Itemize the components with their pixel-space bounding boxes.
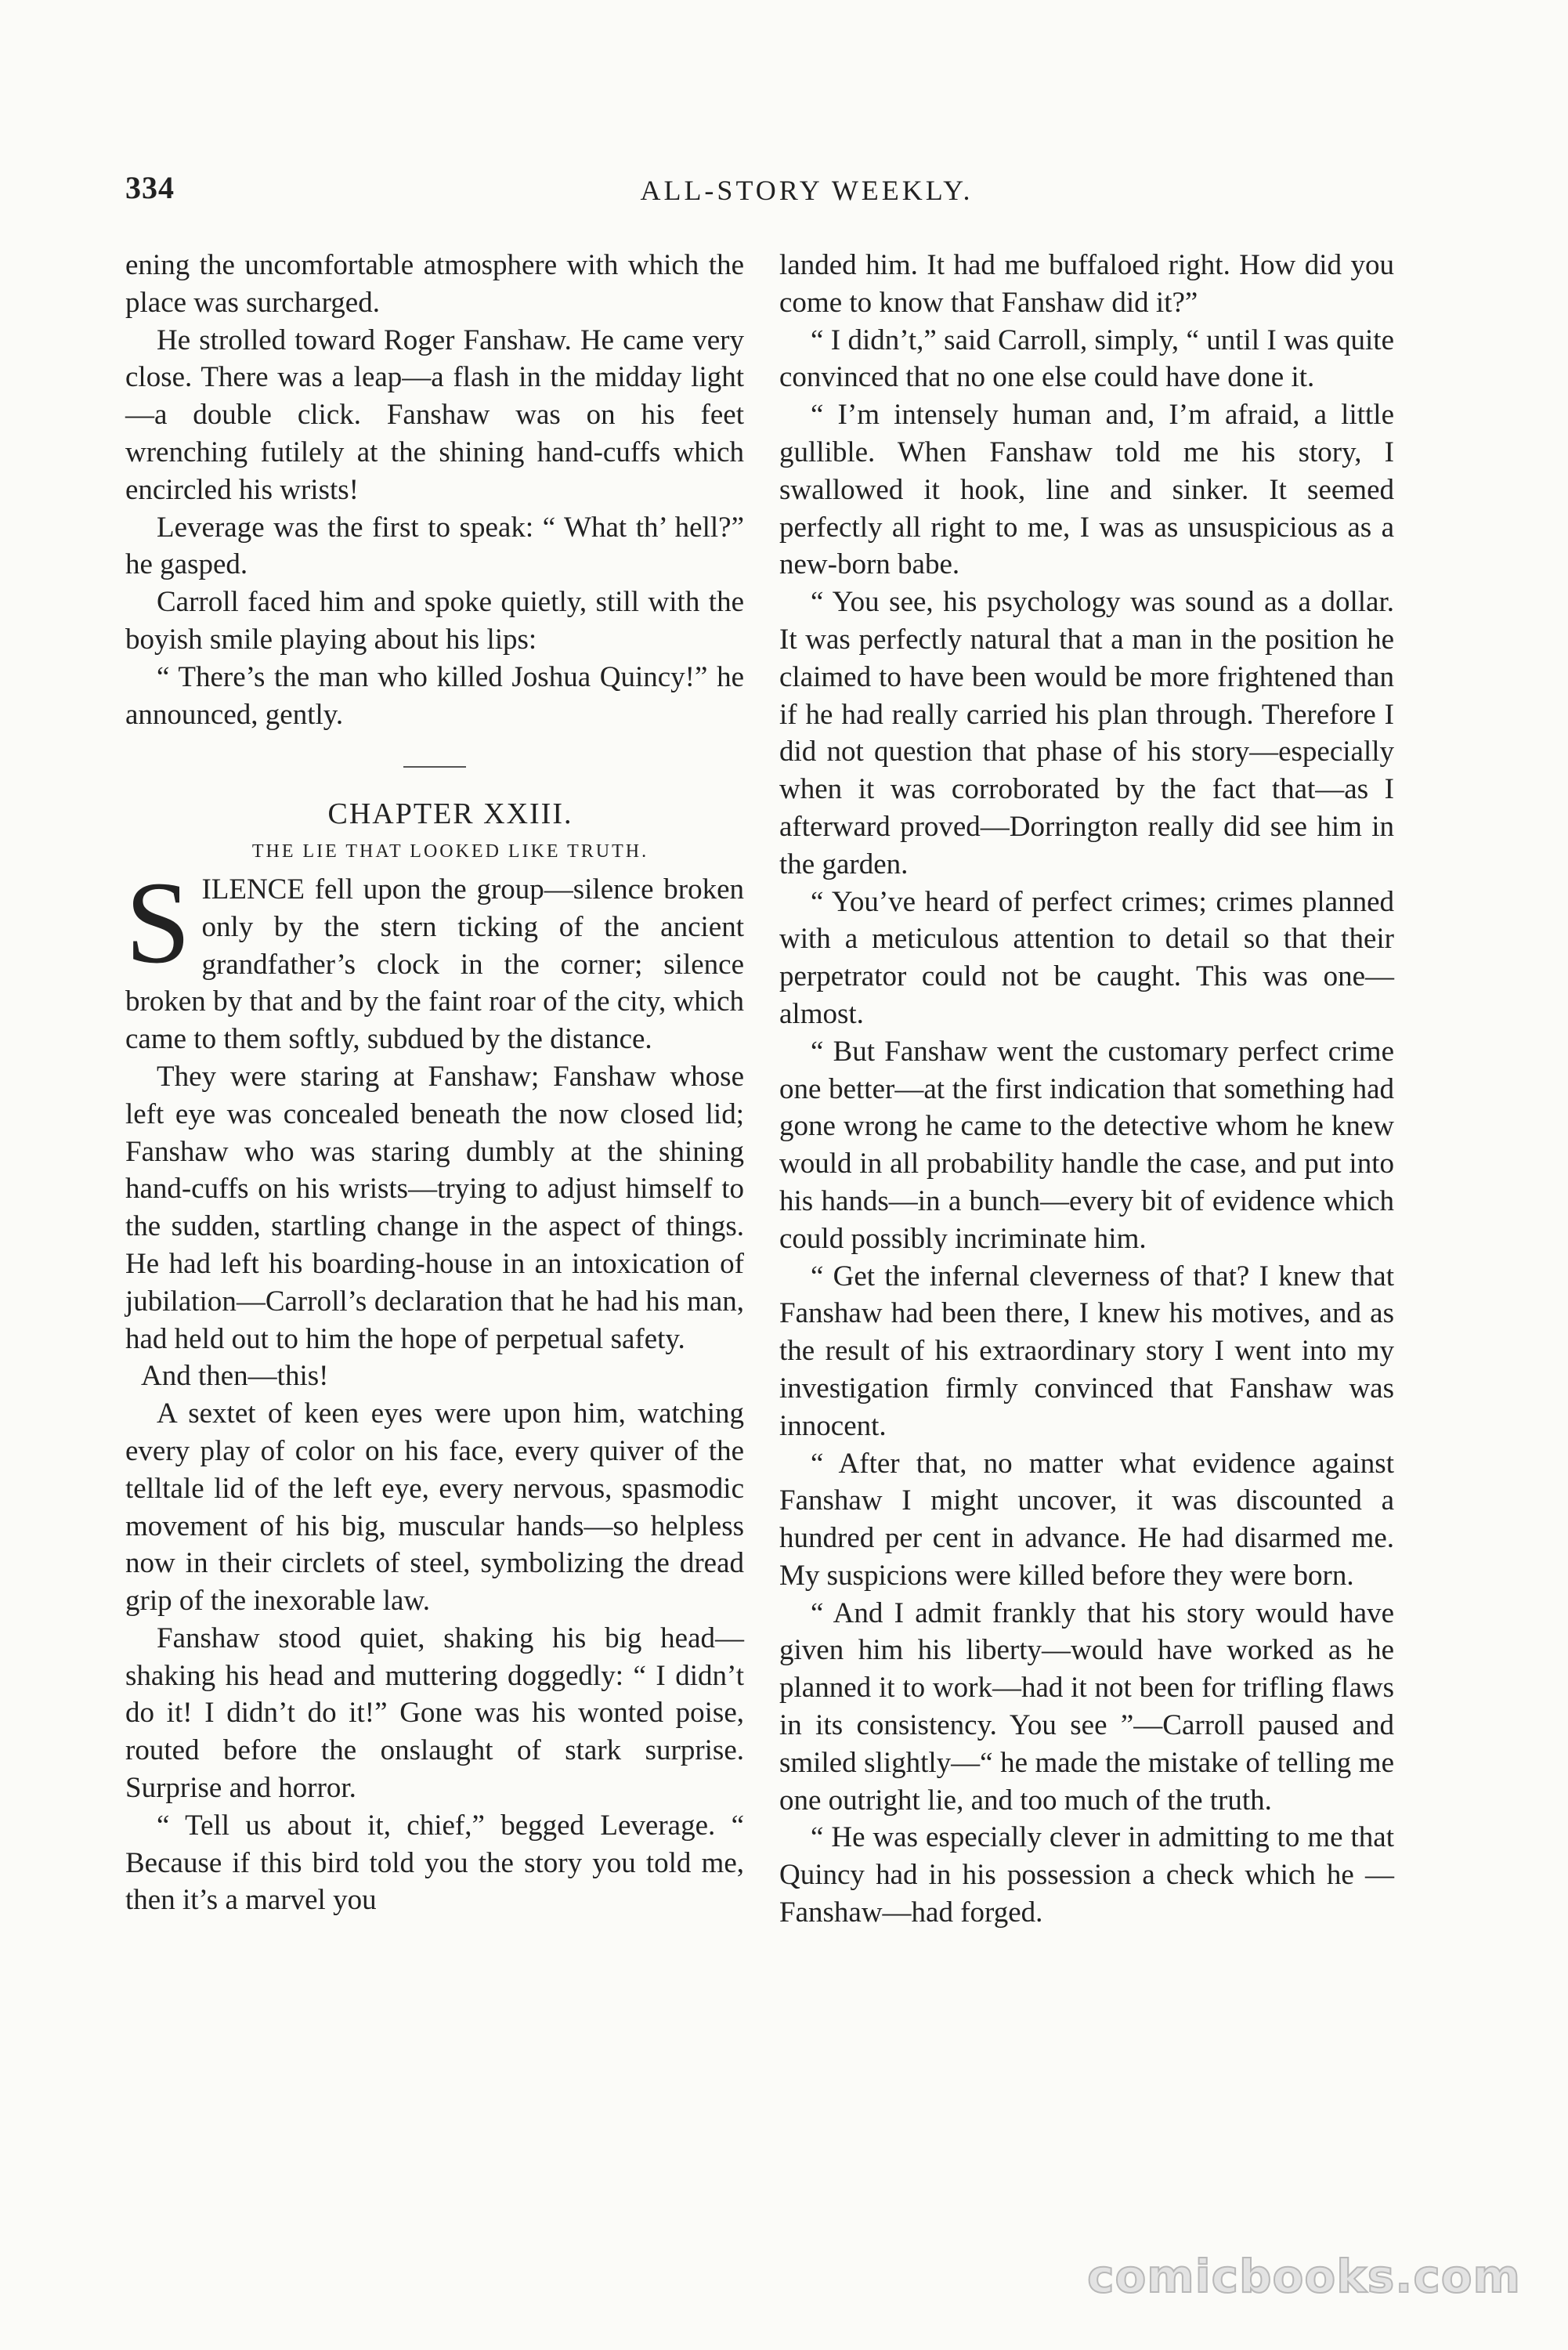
paragraph: Leverage was the first to speak: “ What th’ hell?” he gasped.	[125, 511, 744, 581]
chapter-title: CHAPTER XXIII.	[327, 797, 573, 831]
paragraph: “ But Fanshaw went the customary perfect crime one better—at the first indication that something had gone wrong he came to the detective whom he knew would in all probability handle the case, and put into his hands—in a bunch—every bit of evidence which could possibly incriminate him.	[779, 1035, 1394, 1255]
paragraph: A sextet of keen eyes were upon him, watching every play of color on his face, every quiver of the telltale lid of the left eye, every nervous, spasmodic movement of his big, muscular hands—so helpless now in their circlets of steel, symbolizing the dread grip of the inexorable law.	[125, 1397, 744, 1618]
page-header	[125, 169, 1394, 216]
paragraph: landed him. It had me buffaloed right. How did you come to know that Fanshaw did it?”	[779, 249, 1394, 319]
drop-cap: S	[125, 857, 191, 988]
paragraph: And then—this!	[141, 1360, 329, 1393]
chapter-subtitle: THE LIE THAT LOOKED LIKE TRUTH.	[251, 841, 649, 862]
section-divider	[403, 766, 466, 768]
paragraph: “ There’s the man who killed Joshua Quincy!” he announced, gently.	[125, 660, 744, 731]
paragraph: “ I didn’t,” said Carroll, simply, “ until I was quite convinced that no one else could have done it.	[779, 324, 1394, 394]
paragraph: He strolled toward Roger Fanshaw. He came very close. There was a leap—a flash in the midday light—a double click. Fanshaw was on his feet wrenching futilely at the shining hand-cuffs which encircled his wrists!	[125, 324, 744, 506]
paragraph: “ Tell us about it, chief,” begged Leverage. “ Because if this bird told you the story you told me, then it’s a marvel you	[125, 1809, 744, 1917]
paragraph: “ He was especially clever in admitting to me that Quincy had in his possession a check which he —Fanshaw—had forged.	[779, 1821, 1394, 1929]
page-number: 334	[125, 170, 175, 205]
right-column	[779, 247, 1394, 1932]
paragraph: “ You see, his psychology was sound as a dollar. It was perfectly natural that a man in the position he claimed to have been would be more frightened than if he had really carried his plan through. Therefore I did not question that phase of his story—especially when it was corroborated by the fact that—as I afterward proved—Dorrington really did see him in the garden.	[779, 586, 1394, 880]
paragraph: “ After that, no matter what evidence against Fanshaw I might uncover, it was discounted a hundred per cent in advance. He had disarmed me. My suspicions were killed before they were born.	[779, 1447, 1394, 1592]
paragraph: “ Get the infernal cleverness of that? I knew that Fanshaw had been there, I knew his motives, and as the result of his extraordinary story I went into my investigation firmly convinced that Fanshaw was innocent.	[779, 1260, 1394, 1442]
paragraph: “ You’ve heard of perfect crimes; crimes planned with a meticulous attention to detail so that their perpetrator could not be caught. This was one—almost.	[779, 885, 1394, 1030]
opening-paragraph-text: ILENCE fell upon the group—silence broken only by the stern ticking of the ancient grandfather’s clock in the corner; silence broken by that and by the faint roar of the city, which came to them softly, subdued by the distance.	[125, 873, 744, 1056]
paragraph: Carroll faced him and spoke quietly, still with the boyish smile playing about his lips:	[125, 586, 744, 656]
paragraph: “ And I admit frankly that his story would have given him his liberty—would have worked as he planned it to work—had it not been for trifling flaws in its consistency. You see ”—Carroll paused and smiled slightly—“ he made the mistake of telling me one outright lie, and too much of the truth.	[779, 1596, 1394, 1817]
watermark-logo: comicbooks.com	[1087, 2250, 1521, 2303]
left-column	[125, 247, 744, 1919]
opening-paragraph	[125, 857, 744, 1058]
paragraph: ening the uncomfortable atmosphere with which the place was surcharged.	[125, 249, 744, 319]
paragraph: “ I’m intensely human and, I’m afraid, a little gullible. When Fanshaw told me his story, I swallowed it hook, line and sinker. It seemed perfectly all right to me, I was as unsuspicious as a new-born babe.	[779, 399, 1394, 581]
paragraph: Fanshaw stood quiet, shaking his big head—shaking his head and muttering doggedly: “ I didn’t do it! I didn’t do it!” Gone was his wonted poise, routed before the onslaught of stark surprise. Surprise and horror.	[125, 1622, 744, 1805]
running-title: ALL-STORY WEEKLY.	[640, 175, 974, 206]
paragraph: They were staring at Fanshaw; Fanshaw whose left eye was concealed beneath the now closed lid; Fanshaw who was staring dumbly at the shining hand-cuffs on his wrists—trying to adjust himself to the sudden, startling change in the aspect of things. He had left his boarding-house in an intoxication of jubilation—Carroll’s declaration that he had his man, had held out to him the hope of perpetual safety.	[125, 1060, 744, 1355]
